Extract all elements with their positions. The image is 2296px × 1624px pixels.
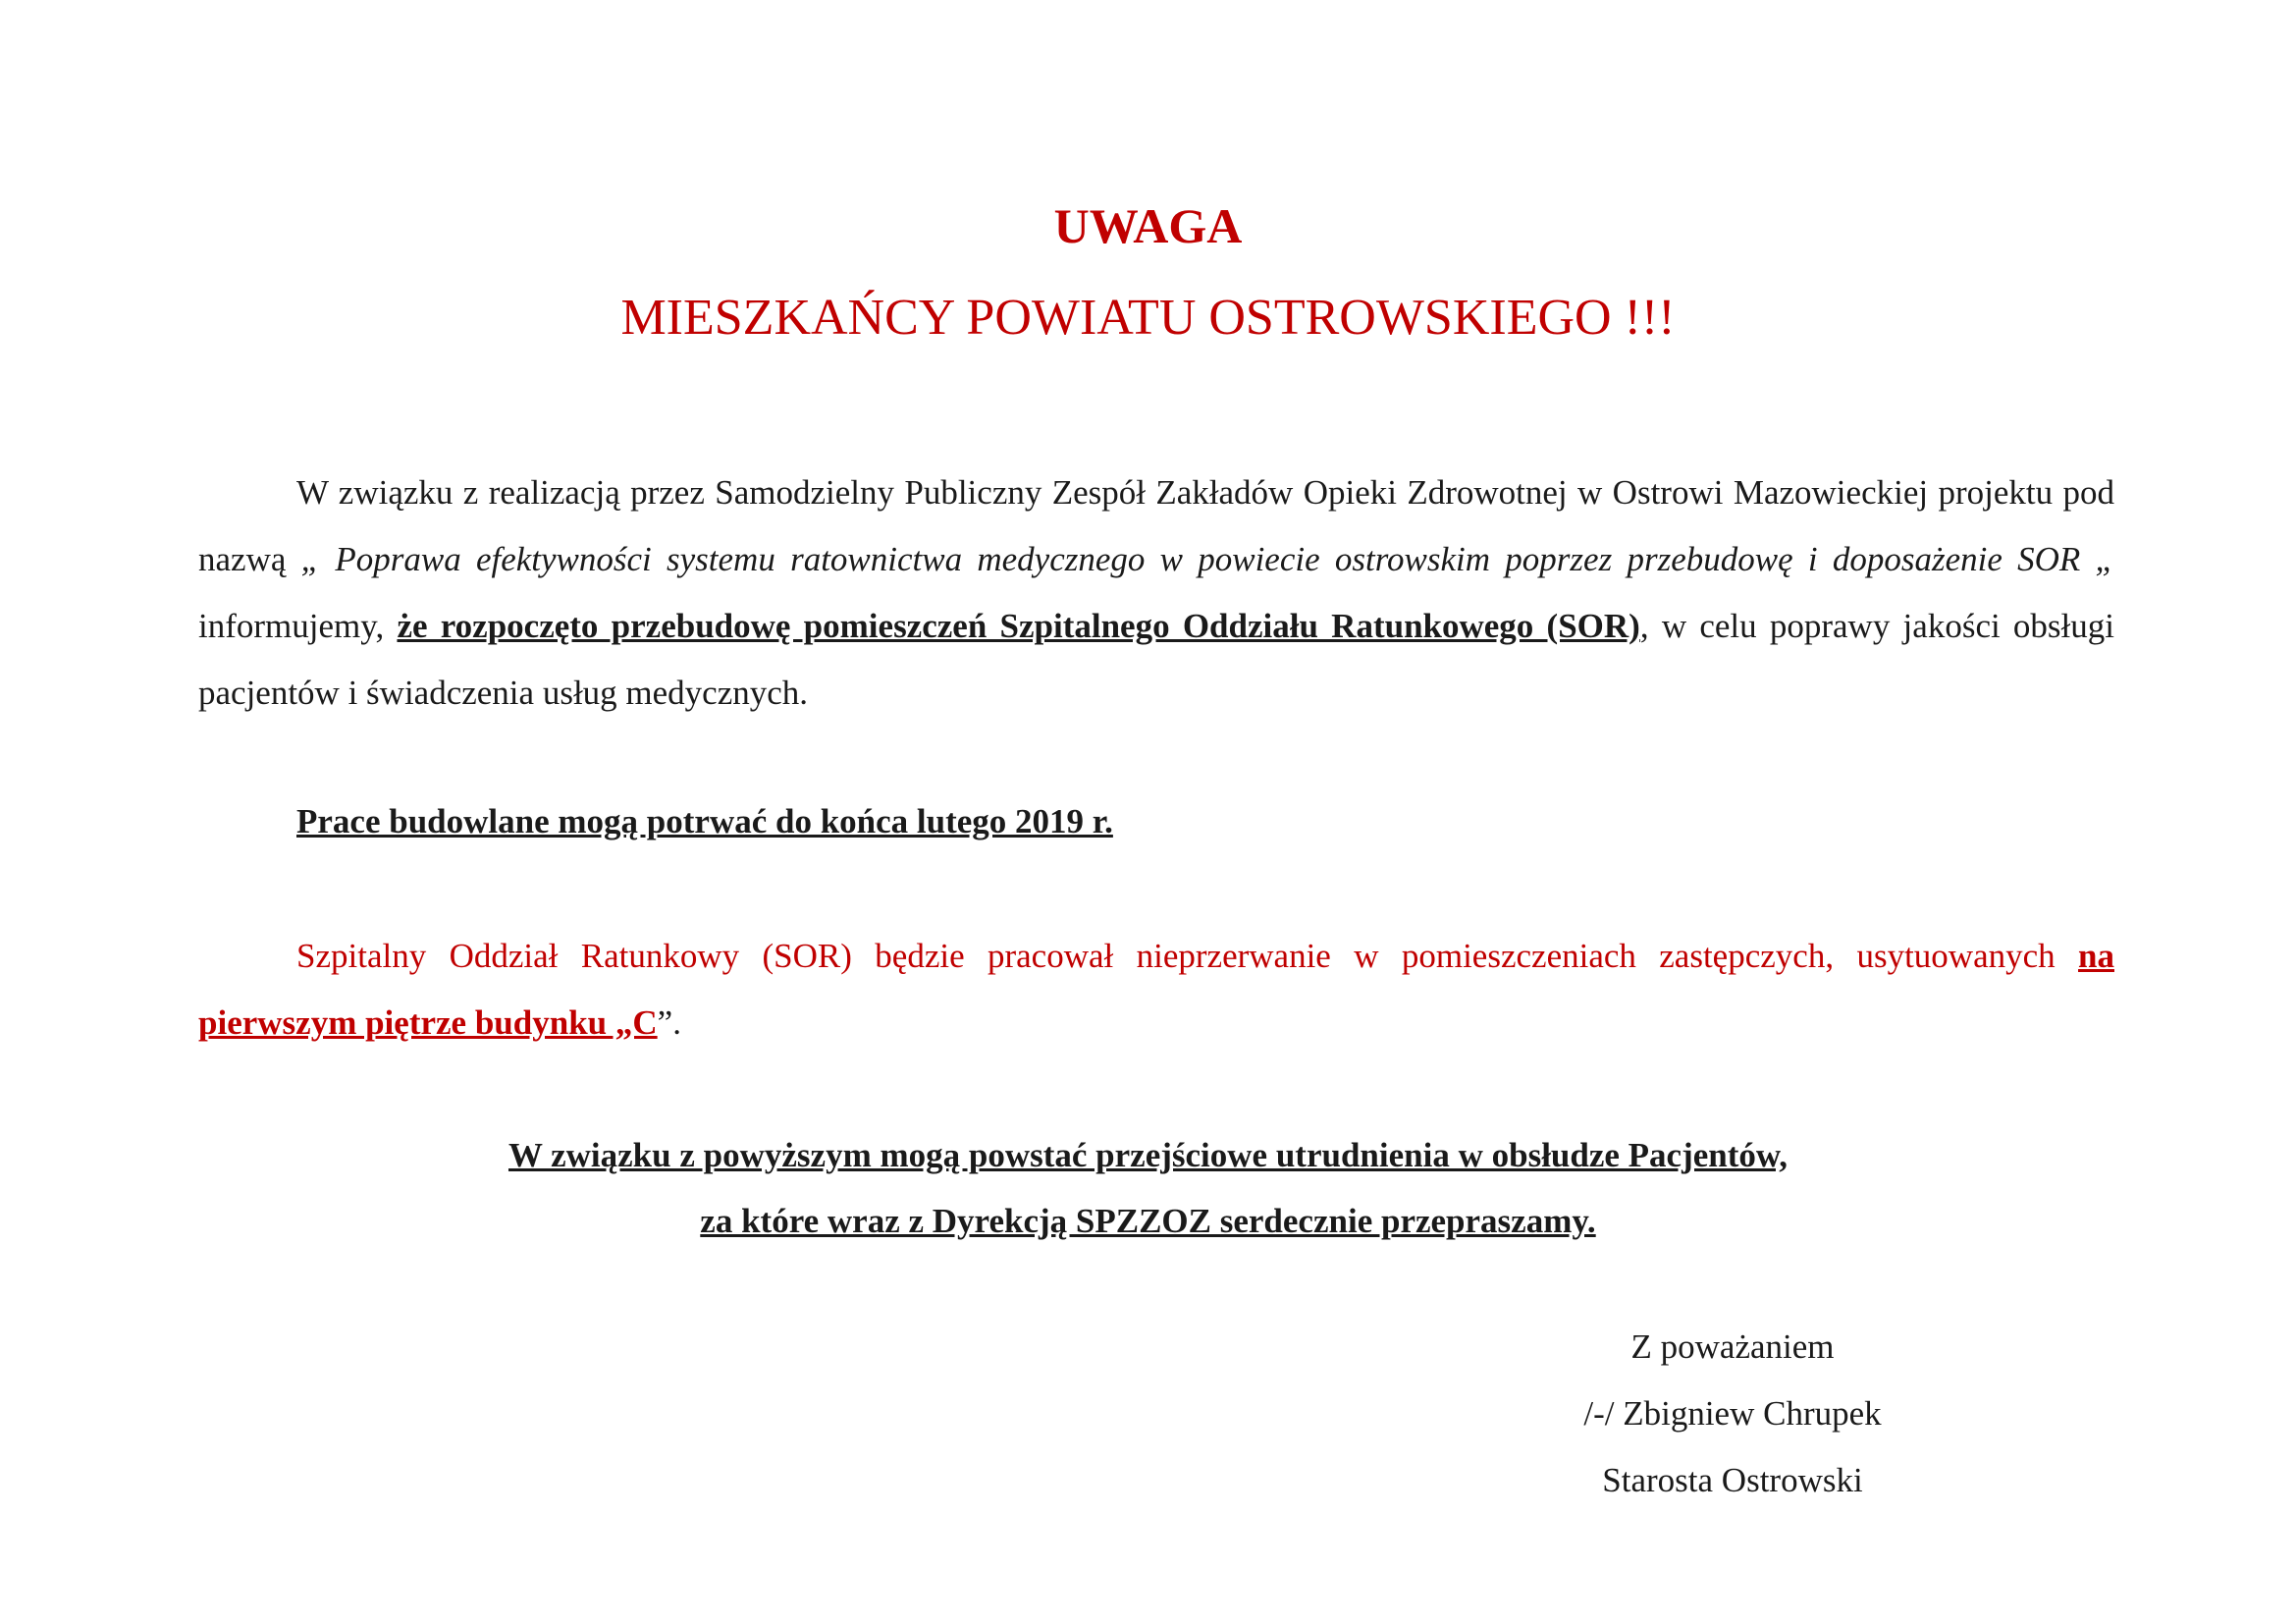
signature-name: /-/ Zbigniew Chrupek [1583, 1394, 1882, 1433]
signature-position: Starosta Ostrowski [1602, 1461, 1863, 1499]
signature-closing: Z poważaniem [1630, 1327, 1835, 1366]
notice-title: UWAGA [1053, 198, 1243, 253]
apology-line-1: W związku z powyższym mogą powstać przejściowe utrudnienia w obsłudze Pacjentów, [507, 1136, 1788, 1174]
p1-intro: W związku z realizacją przez Samodzielny Publiczny Zespół Zakładów Opieki Zdrowotnej w Ostrowi Mazowieckiej projektu pod nazwą [198, 473, 2114, 578]
p3-text: Szpitalny Oddział Ratunkowy (SOR) będzie pracował nieprzerwanie w pomieszczeniach zastępczych, usytuowanych [296, 937, 2079, 975]
renovation-emphasis: że rozpoczęto przebudowę pomieszczeń Szpitalnego Oddziału Ratunkowego (SOR) [397, 607, 1640, 645]
p1-rest: , w celu poprawy jakości obsługi pacjentów i świadczenia usług medycznych. [198, 607, 2115, 712]
paragraph-temporary-location [198, 923, 2114, 1056]
apology-line-2: za które wraz z Dyrekcją SPZZOZ serdecznie przepraszamy. [700, 1202, 1596, 1240]
notice-subtitle: MIESZKAŃCY POWIATU OSTROWSKIEGO !!! [620, 290, 1676, 346]
deadline-text: Prace budowlane mogą potrwać do końca lutego 2019 r. [296, 802, 1113, 840]
p1-inform: informujemy, [198, 607, 398, 645]
temporary-location: na pierwszym piętrze budynku „C [198, 937, 2114, 1042]
project-name: „ Poprawa efektywności systemu ratownictwa medycznego w powiecie ostrowskim poprzez przebudowę i doposażenie SOR „ [300, 540, 2114, 578]
p3-end: ”. [657, 1003, 681, 1042]
paragraph-deadline [198, 788, 2114, 855]
paragraph-project-info [198, 460, 2114, 727]
